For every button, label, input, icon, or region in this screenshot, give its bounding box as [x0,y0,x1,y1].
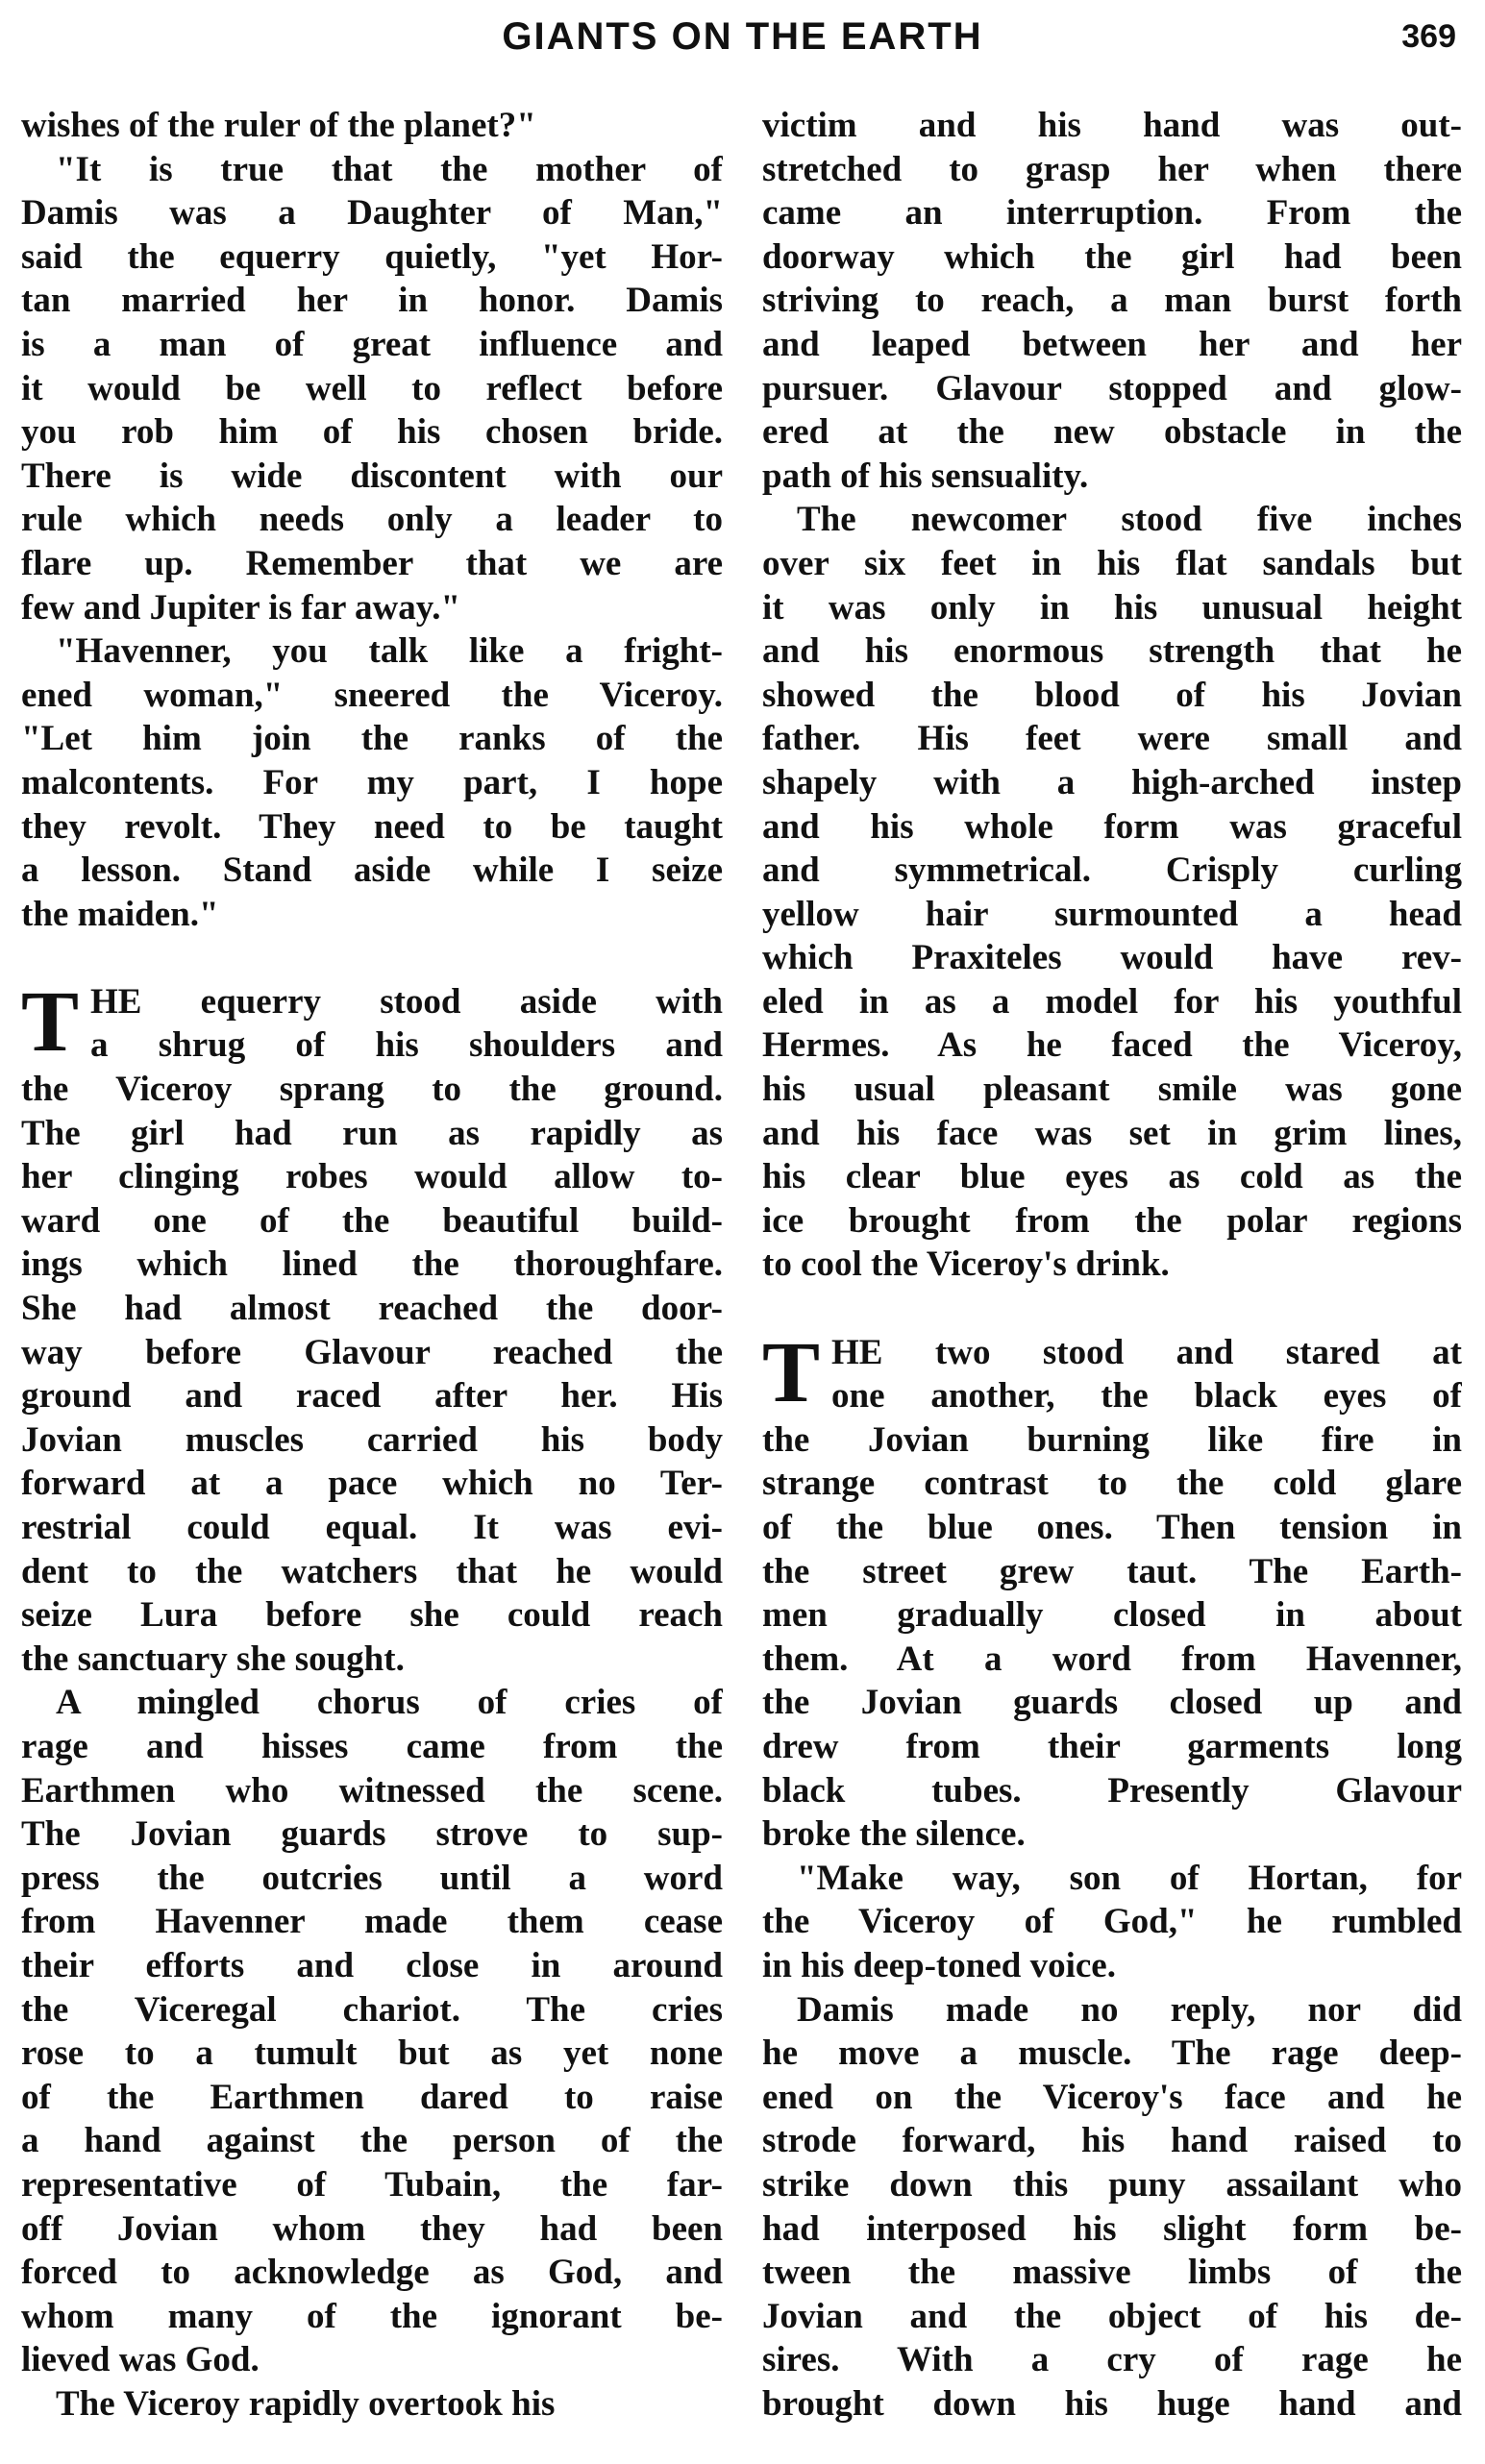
text-line: men gradually closed in about [762,1595,1462,1636]
text-line: "Make way, son of Hortan, for [797,1858,1462,1898]
text-line: way before Glavour reached the [21,1332,723,1372]
text-line: had interposed his slight form be- [762,2208,1462,2249]
dropcap-lines [21,973,723,1070]
dropcap-lines [762,1324,1462,1420]
text-line: said the equerry quietly, "yet Hor- [21,236,723,277]
text-line: lieved was God. [21,2340,260,2380]
text-line: The Jovian guards strove to sup- [21,1814,723,1855]
text-line: forced to acknowledge as God, and [21,2253,723,2293]
text-line: and his whole form was graceful [762,806,1462,847]
text-line: seize Lura before she could reach [21,1595,723,1636]
text-line: HE two stood and stared at [831,1332,1462,1372]
text-line: ened woman," sneered the Viceroy. [21,675,723,715]
text-line: the Viceroy sprang to the ground. [21,1070,723,1110]
text-line: Earthmen who witnessed the scene. [21,1770,723,1811]
text-line: and his enormous strength that he [762,631,1462,672]
text-line: brought down his huge hand and [762,2383,1462,2424]
text-line: ward one of the beautiful build- [21,1200,723,1241]
text-line: striving to reach, a man burst forth [762,281,1462,321]
text-line: "Havenner, you talk like a fright- [56,631,723,672]
text-line: restrial could equal. It was evi- [21,1508,723,1547]
drop-cap: T [21,973,80,1070]
text-line: a lesson. Stand aside while I seize [21,850,723,891]
text-line: representative of Tubain, the far- [21,2164,723,2205]
text-line: and leaped between her and her [762,324,1462,364]
text-line: a hand against the person of the [21,2121,723,2161]
text-line: which Praxiteles would have rev- [762,938,1462,978]
dropcap-paragraph [762,1324,1462,1857]
text-line: her clinging robes would allow to- [21,1157,723,1197]
text-line: Damis made no reply, nor did [797,1989,1462,2030]
text-line: ings which lined the thoroughfare. [21,1244,723,1285]
text-line: Jovian muscles carried his body [21,1419,723,1460]
text-line: came an interruption. From the [762,193,1462,234]
text-line: victim and his hand was out- [762,106,1462,145]
text-line: one another, the black eyes of [831,1376,1462,1417]
text-line: "Let him join the ranks of the [21,719,723,759]
text-line: She had almost reached the door- [21,1289,723,1329]
text-line: pursuer. Glavour stopped and glow- [762,368,1462,408]
text-line: they revolt. They need to be taught [21,806,723,847]
text-line: Damis was a Daughter of Man," [21,193,723,234]
text-line: over six feet in his flat sandals but [762,543,1462,583]
text-line: There is wide discontent with our [21,456,723,496]
text-line: their efforts and close in around [21,1945,723,1985]
paragraph [21,1681,723,2382]
text-line: whom many of the ignorant be- [21,2296,723,2336]
left-text-column [21,104,723,2426]
text-line: press the outcries until a word [21,1858,723,1898]
text-line: broke the silence. [762,1814,1026,1855]
text-line: rage and hisses came from the [21,1726,723,1766]
section-break [21,936,723,980]
text-line: wishes of the ruler of the planet?" [21,106,536,145]
text-line: in his deep-toned voice. [762,1945,1116,1985]
paragraph [762,1857,1462,1988]
text-line: the Viceregal chariot. The cries [21,1989,723,2030]
text-line: to cool the Viceroy's drink. [762,1244,1170,1285]
text-line: strange contrast to the cold glare [762,1464,1462,1504]
text-line: malcontents. For my part, I hope [21,762,723,802]
text-line: it was only in his unusual height [762,587,1462,628]
text-line: The Viceroy rapidly overtook his [56,2383,556,2424]
text-line: stretched to grasp her when there [762,149,1462,189]
text-line: a shrug of his shoulders and [90,1025,723,1066]
text-line: The newcomer stood five inches [797,500,1462,540]
text-line: off Jovian whom they had been [21,2208,723,2249]
section-break [762,1287,1462,1331]
text-line: path of his sensuality. [762,456,1089,496]
text-line: black tubes. Presently Glavour [762,1770,1462,1811]
text-line: it would be well to reflect before [21,368,723,408]
paragraph [762,1418,1462,1857]
text-line: the sanctuary she sought. [21,1639,405,1679]
text-line: them. At a word from Havenner, [762,1639,1462,1679]
text-line: strike down this puny assailant who [762,2164,1462,2205]
text-line: his clear blue eyes as cold as the [762,1157,1462,1197]
paragraph [762,104,1462,498]
paragraph [762,1988,1462,2427]
text-line: Hermes. As he faced the Viceroy, [762,1025,1462,1066]
text-line: father. His feet were small and [762,719,1462,759]
text-line: his usual pleasant smile was gone [762,1070,1462,1110]
paragraph [762,498,1462,1287]
text-line: forward at a pace which no Ter- [21,1464,723,1504]
drop-cap: T [762,1324,821,1420]
text-line: rule which needs only a leader to [21,500,723,540]
text-line: eled in as a model for his youthful [762,981,1462,1022]
text-line: flare up. Remember that we are [21,543,723,583]
text-line: yellow hair surmounted a head [762,894,1462,934]
text-line: the Jovian guards closed up and [762,1683,1462,1723]
text-line: "It is true that the mother of [56,149,723,189]
paragraph [21,629,723,936]
text-line: showed the blood of his Jovian [762,675,1462,715]
text-line: Jovian and the object of his de- [762,2296,1462,2336]
text-line: A mingled chorus of cries of [56,1683,723,1723]
paragraph [21,2382,723,2427]
text-line: from Havenner made them cease [21,1902,723,1942]
right-text-column [762,104,1462,2426]
text-line: ened on the Viceroy's face and he [762,2077,1462,2117]
text-line: HE equerry stood aside with [90,981,723,1022]
text-line: ered at the new obstacle in the [762,412,1462,453]
text-line: strode forward, his hand raised to [762,2121,1462,2161]
text-line: of the Earthmen dared to raise [21,2077,723,2117]
text-line: he move a muscle. The rage deep- [762,2033,1462,2074]
text-line: and his face was set in grim lines, [762,1113,1462,1153]
text-line: tween the massive limbs of the [762,2253,1462,2293]
text-line: rose to a tumult but as yet none [21,2033,723,2074]
text-line: sires. With a cry of rage he [762,2340,1462,2380]
paragraph [21,148,723,630]
text-line: is a man of great influence and [21,324,723,364]
text-line: dent to the watchers that he would [21,1551,723,1591]
text-line: the street grew taut. The Earth- [762,1551,1462,1591]
text-line: the Viceroy of God," he rumbled [762,1902,1462,1942]
dropcap-paragraph [21,973,723,1682]
text-line: few and Jupiter is far away." [21,587,461,628]
paragraph [21,1068,723,1681]
text-line: the Jovian burning like fire in [762,1419,1462,1460]
page-number: 369 [1401,18,1456,55]
paragraph [21,104,723,148]
text-line: shapely with a high-arched instep [762,762,1462,802]
text-line: of the blue ones. Then tension in [762,1508,1462,1547]
text-line: The girl had run as rapidly as [21,1113,723,1153]
text-line: drew from their garments long [762,1726,1462,1766]
text-line: and symmetrical. Crisply curling [762,850,1462,891]
text-line: you rob him of his chosen bride. [21,412,723,453]
text-line: the maiden." [21,894,219,934]
text-line: tan married her in honor. Damis [21,281,723,321]
text-line: ice brought from the polar regions [762,1200,1462,1241]
running-header [0,12,1485,62]
text-line: doorway which the girl had been [762,236,1462,277]
text-line: ground and raced after her. His [21,1376,723,1417]
page-header-title: GIANTS ON THE EARTH [502,15,983,58]
